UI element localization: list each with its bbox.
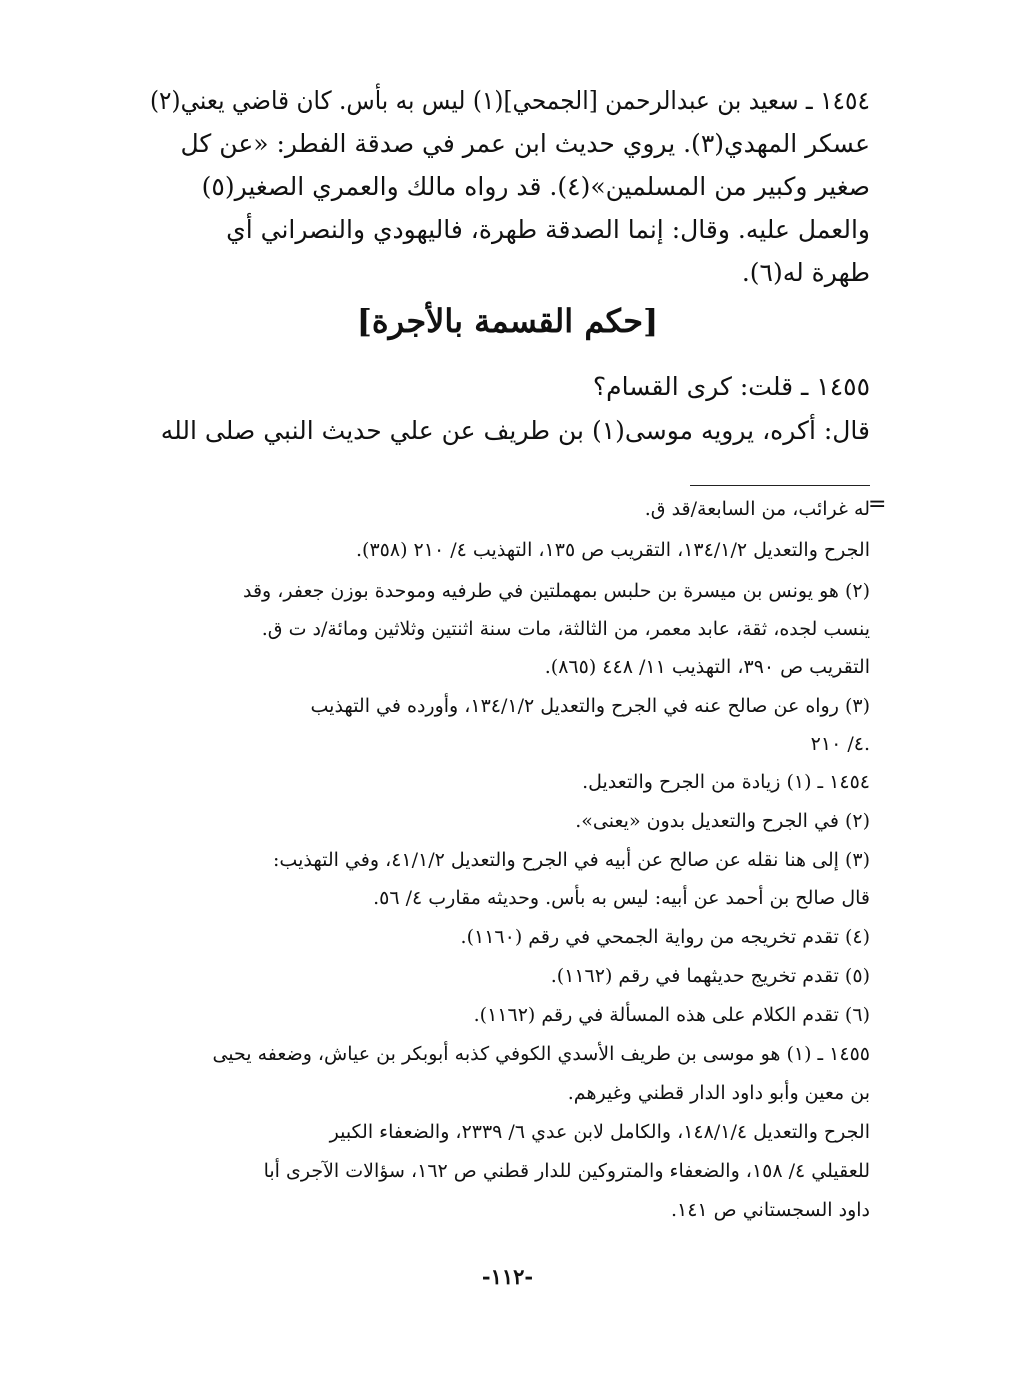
footnote-line: ٤/ ٢١٠. <box>810 733 870 755</box>
footnote-line: داود السجستاني ص ١٤١. <box>670 1199 870 1221</box>
footnote-line: الجرح والتعديل ١٤٨/١/٤، والكامل لابن عدي ٦/ ٢٣٣٩، والضعفاء الكبير <box>329 1121 870 1143</box>
footnote-line: ينسب لجده، ثقة، عابد معمر، من الثالثة، مات سنة اثنتين وثلاثين ومائة/د ت ق. <box>261 618 870 640</box>
entry-1454-line-4: والعمل عليه. وقال: إنما الصدقة طهرة، فاليهودي والنصراني أي <box>226 215 870 244</box>
footnote-line: له غرائب، من السابعة/قد ق. <box>644 498 870 520</box>
footnote-line: (٣) رواه عن صالح عنه في الجرح والتعديل ١٣٤/١/٢، وأورده في التهذيب <box>310 695 870 717</box>
section-heading: [حكم القسمة بالأجرة] <box>356 302 659 340</box>
footnote-line: (٢) هو يونس بن ميسرة بن حلبس بمهملتين في طرفيه وموحدة بوزن جعفر، وقد <box>242 580 870 602</box>
footnote-line: التقريب ص ٣٩٠، التهذيب ١١/ ٤٤٨ (٨٦٥). <box>544 656 870 678</box>
footnote-line: (٢) في الجرح والتعديل بدون «يعنى». <box>575 810 870 832</box>
continuation-mark: = <box>868 492 887 517</box>
entry-1454-line-2: عسكر المهدي(٣). يروي حديث ابن عمر في صدقة الفطر: «عن كل <box>180 129 870 158</box>
footnote-line: (٥) تقدم تخريج حديثهما في رقم (١١٦٢). <box>550 965 870 987</box>
footnote-line: بن معين وأبو داود الدار قطني وغيرهم. <box>567 1082 870 1104</box>
entry-1454-line-3: صغير وكبير من المسلمين»(٤). قد رواه مالك والعمري الصغير(٥) <box>201 172 870 201</box>
footnote-line: (٤) تقدم تخريجه من رواية الجمحي في رقم (١١٦٠). <box>460 926 870 948</box>
footnote-separator <box>690 485 870 486</box>
entry-1455-line-1: ١٤٥٥ ـ قلت: كرى القسام؟ <box>592 372 870 401</box>
footnote-line: للعقيلي ٤/ ١٥٨، والضعفاء والمتروكين للدار قطني ص ١٦٢، سؤالات الآجرى أبا <box>263 1160 870 1182</box>
entry-1454-line-5: طهرة له(٦). <box>741 258 870 287</box>
page-number: -١١٢- <box>481 1264 534 1289</box>
footnote-line: ١٤٥٤ ـ (١) زيادة من الجرح والتعديل. <box>582 771 870 793</box>
footnote-line: ١٤٥٥ ـ (١) هو موسى بن طريف الأسدي الكوفي كذبه أبوبكر بن عياش، وضعفه يحيى <box>212 1043 870 1065</box>
entry-1455-line-2: قال: أكره، يرويه موسى(١) بن طريف عن علي حديث النبي صلى الله <box>160 416 870 445</box>
footnote-line: الجرح والتعديل ١٣٤/١/٢، التقريب ص ١٣٥، التهذيب ٤/ ٢١٠ (٣٥٨). <box>356 539 870 561</box>
entry-1454-line-1: ١٤٥٤ ـ سعيد بن عبدالرحمن [الجمحي](١) ليس به بأس. كان قاضي يعني(٢) <box>150 86 870 115</box>
footnote-line: قال صالح بن أحمد عن أبيه: ليس به بأس. وحديثه مقارب ٤/ ٥٦. <box>373 887 870 909</box>
footnote-line: (٣) إلى هنا نقله عن صالح عن أبيه في الجرح والتعديل ٤١/١/٢، وفي التهذيب: <box>273 849 870 871</box>
footnote-line: (٦) تقدم الكلام على هذه المسألة في رقم (١١٦٢). <box>473 1004 870 1026</box>
